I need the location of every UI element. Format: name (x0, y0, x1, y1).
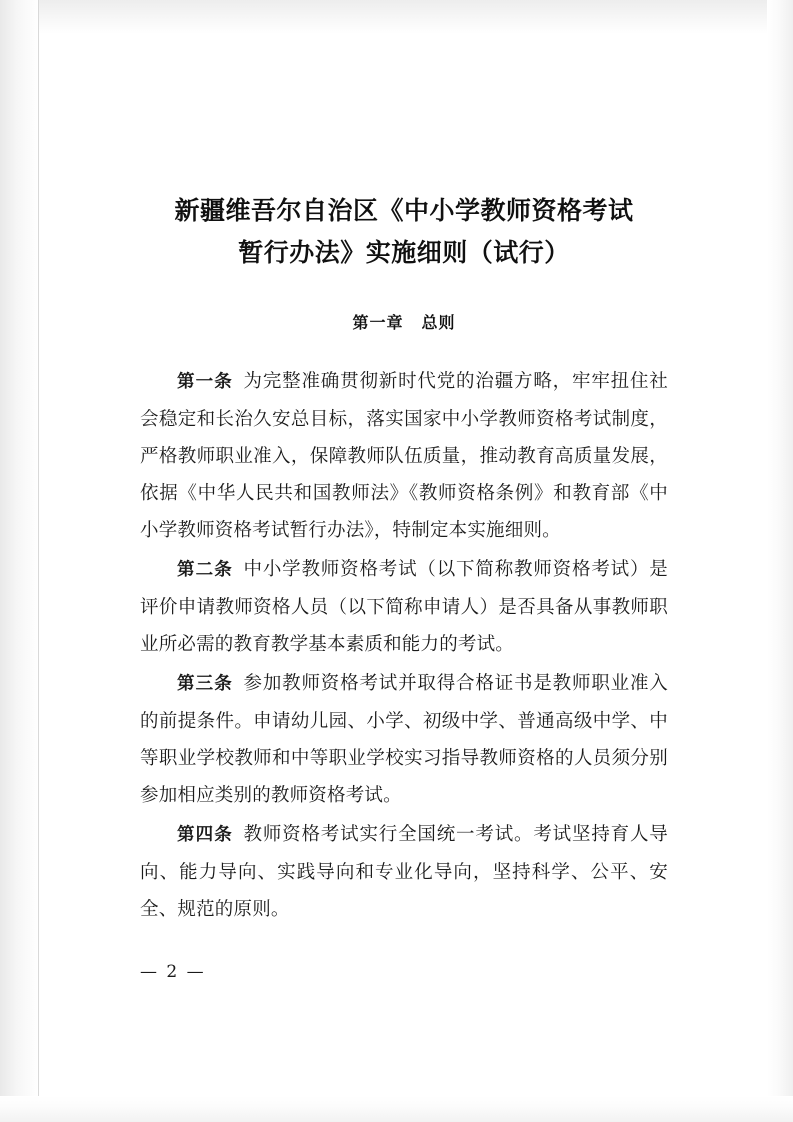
article-paragraph (140, 551, 668, 663)
article-list (140, 363, 668, 928)
scan-edge-left-line (38, 0, 39, 1122)
page-title-line-1: 新疆维吾尔自治区《中小学教师资格考试 (174, 196, 634, 225)
page-title (140, 190, 668, 274)
article-marker: 第一条 (177, 372, 233, 392)
chapter-name: 总则 (421, 313, 456, 332)
article-marker: 第四条 (177, 825, 233, 845)
document-content (140, 190, 668, 930)
article-text: 教师资格考试实行全国统一考试。考试坚持育人导向、能力导向、实践导向和专业化导向，坚持科学、公平、安全、规范的原则。 (140, 824, 668, 920)
article-paragraph (140, 665, 668, 814)
page-title-line-2: 暂行办法》实施细则（试行） (238, 238, 570, 267)
article-text: 中小学教师资格考试（以下简称教师资格考试）是评价申请教师资格人员（以下简称申请人）是否具备从事教师职业所必需的教育教学基本素质和能力的考试。 (140, 559, 668, 655)
article-marker: 第三条 (177, 674, 233, 694)
article-paragraph (140, 816, 668, 928)
scan-edge-top (0, 0, 793, 34)
article-text: 参加教师资格考试并取得合格证书是教师职业准入的前提条件。申请幼儿园、小学、初级中学、普通高级中学、中等职业学校教师和中等职业学校实习指导教师资格的人员须分别参加相应类别的教师资格考试。 (140, 673, 668, 806)
article-marker: 第二条 (177, 560, 233, 580)
article-paragraph (140, 363, 668, 549)
scan-edge-left (0, 0, 38, 1122)
page-number: — 2 — (140, 962, 206, 982)
article-text: 为完整准确贯彻新时代党的治疆方略，牢牢扭住社会稳定和长治久安总目标，落实国家中小学教师资格考试制度，严格教师职业准入，保障教师队伍质量，推动教育高质量发展，依据《中华人民共和国教师法》《教师资格条例》和教育部《中小学教师资格考试暂行办法》，特制定本实施细则。 (140, 371, 668, 541)
scan-edge-bottom (0, 1096, 793, 1122)
scan-edge-right (767, 0, 793, 1122)
chapter-heading (140, 310, 668, 333)
chapter-label: 第一章 (352, 313, 404, 332)
